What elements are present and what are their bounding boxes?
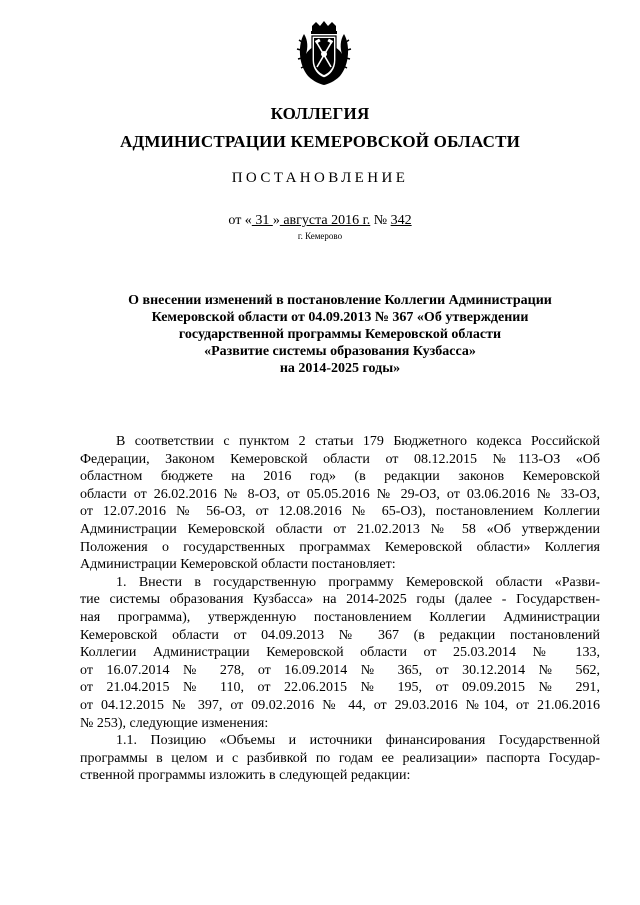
body-line: Положения о государственных программах Кемеровской области» Коллегия	[80, 539, 600, 555]
body-line: от 12.07.2016 № 56-ОЗ, от 12.08.2016 № 65-ОЗ), постановлением Коллегии	[80, 504, 600, 520]
body-line: 1.1. Позицию «Объемы и источники финансирования Государственной	[116, 733, 600, 749]
body-line: 1. Внести в государственную программу Кемеровской области «Разви-	[116, 574, 600, 590]
body-line: программы в целом и с разбивкой по годам ее реализации» паспорта Государ-	[80, 750, 600, 766]
kemerovo-coat-of-arms-icon	[296, 20, 352, 86]
body-line: Федерации, Законом Кемеровской области от 08.12.2015 №113-ОЗ «Об	[80, 451, 600, 467]
document-type: ПОСТАНОВЛЕНИЕ	[231, 170, 409, 186]
document-number: 342	[390, 213, 412, 228]
date-day: 31	[251, 213, 273, 228]
document-body	[80, 433, 600, 785]
body-line: № 253), следующие изменения:	[80, 715, 269, 731]
subject-line: О внесении изменений в постановление Коллегии Администрации	[128, 293, 552, 308]
city: г. Кемерово	[297, 231, 343, 241]
date-line	[0, 213, 640, 229]
body-line: Кемеровской области от 04.09.2013 № 367 (в редакции постановлений	[80, 627, 600, 643]
body-line: от 16.07.2014 № 278, от 16.09.2014 № 365, от 30.12.2014 № 562,	[80, 662, 600, 678]
org-name-line2: АДМИНИСТРАЦИИ КЕМЕРОВСКОЙ ОБЛАСТИ	[119, 132, 521, 151]
subject-line: государственной программы Кемеровской области	[178, 327, 502, 342]
document-subject	[80, 292, 600, 377]
body-line: Администрации Кемеровской области от 21.02.2013 № 58 «Об утверждении	[80, 521, 600, 537]
body-line: области от 26.02.2016 № 8-ОЗ, от 05.05.2016 № 29-ОЗ, от 03.06.2016 № 33-ОЗ,	[80, 486, 600, 502]
body-line: Коллегии Администрации Кемеровской области от 25.03.2014 № 133,	[80, 645, 600, 661]
number-prefix: №	[370, 213, 391, 228]
date-mid: »	[272, 213, 280, 228]
body-line: от 21.04.2015 № 110, от 22.06.2015 № 195, от 09.09.2015 № 291,	[80, 680, 600, 696]
body-line: областном бюджете на 2016 год» (в редакции законов Кемеровской	[80, 469, 600, 485]
subject-line: Кемеровской области от 04.09.2013 № 367 «Об утверждении	[151, 310, 529, 325]
date-month-year: августа 2016 г.	[279, 213, 371, 228]
org-name-line1: КОЛЛЕГИЯ	[270, 104, 370, 123]
body-line: Администрации Кемеровской области постановляет:	[80, 557, 396, 573]
body-line: ная программа), утвержденную постановлением Коллегии Администрации	[80, 609, 600, 625]
subject-line: «Развитие системы образования Кузбасса»	[204, 344, 476, 359]
date-prefix: от «	[228, 213, 252, 228]
body-line: ственной программы изложить в следующей редакции:	[80, 768, 411, 784]
body-line: тие системы образования Кузбасса» на 2014-2025 годы (далее - Государствен-	[80, 592, 600, 608]
body-line: В соответствии с пунктом 2 статьи 179 Бюджетного кодекса Российской	[116, 434, 600, 449]
body-line: от 04.12.2015 № 397, от 09.02.2016 № 44, от 29.03.2016 №104, от 21.06.2016	[80, 697, 600, 713]
subject-line: на 2014-2025 годы»	[279, 361, 401, 376]
